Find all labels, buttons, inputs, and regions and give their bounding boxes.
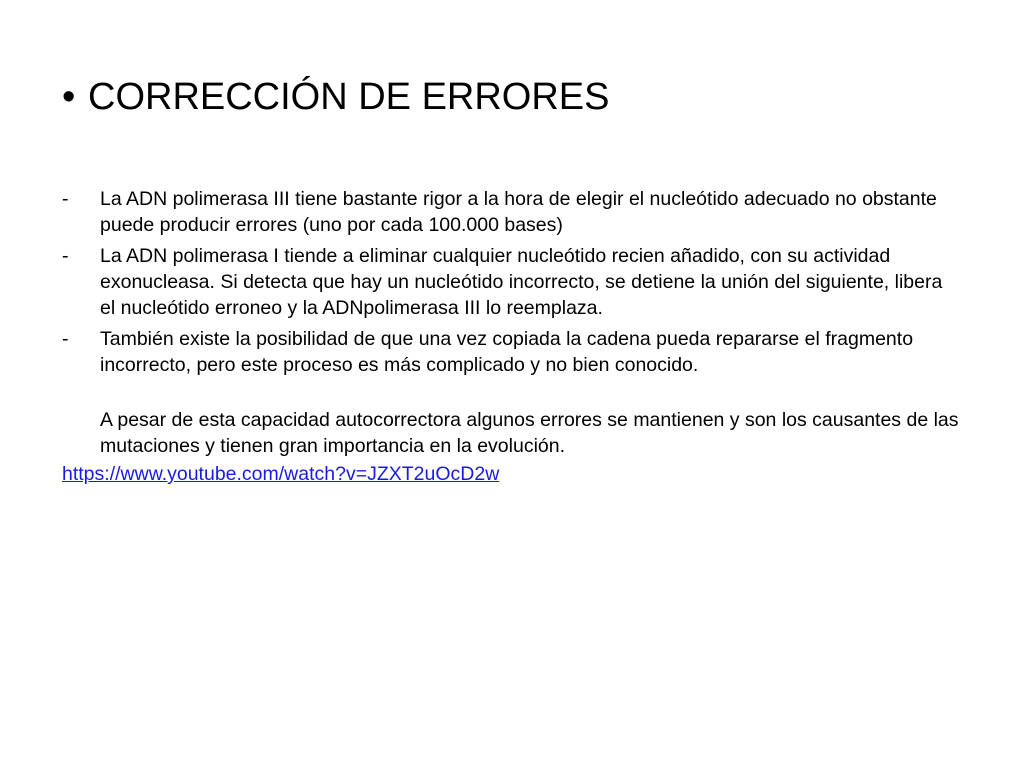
closing-paragraph: A pesar de esta capacidad autocorrectora algunos errores se mantienen y son los causantes de las mutaciones y tienen gran importancia en la evolución. (100, 409, 959, 457)
slide-title (62, 74, 610, 120)
dash-marker: - (62, 245, 69, 267)
bullet-item (62, 326, 962, 378)
slide-body (62, 186, 962, 487)
title-bullet: • (62, 76, 76, 118)
bullet-item (62, 186, 962, 238)
bullet-item (62, 243, 962, 321)
bullet-text: La ADN polimerasa I tiende a eliminar cualquier nucleótido recien añadido, con su actividad exonucleasa. Si detecta que hay un nucleótido incorrecto, se detiene la unión del siguiente, libera el nucleótido erroneo y la ADNpolimerasa III lo reemplaza. (100, 245, 943, 319)
youtube-link[interactable]: https://www.youtube.com/watch?v=JZXT2uOcD2w (62, 463, 500, 485)
bullet-text: También existe la posibilidad de que una vez copiada la cadena pueda repararse el fragmento incorrecto, pero este proceso es más complicado y no bien conocido. (100, 328, 914, 376)
dash-marker: - (62, 188, 69, 210)
bullet-text: La ADN polimerasa III tiene bastante rigor a la hora de elegir el nucleótido adecuado no obstante puede producir errores (uno por cada 100.000 bases) (100, 188, 937, 236)
dash-marker: - (62, 328, 69, 350)
title-text: CORRECCIÓN DE ERRORES (88, 76, 610, 118)
